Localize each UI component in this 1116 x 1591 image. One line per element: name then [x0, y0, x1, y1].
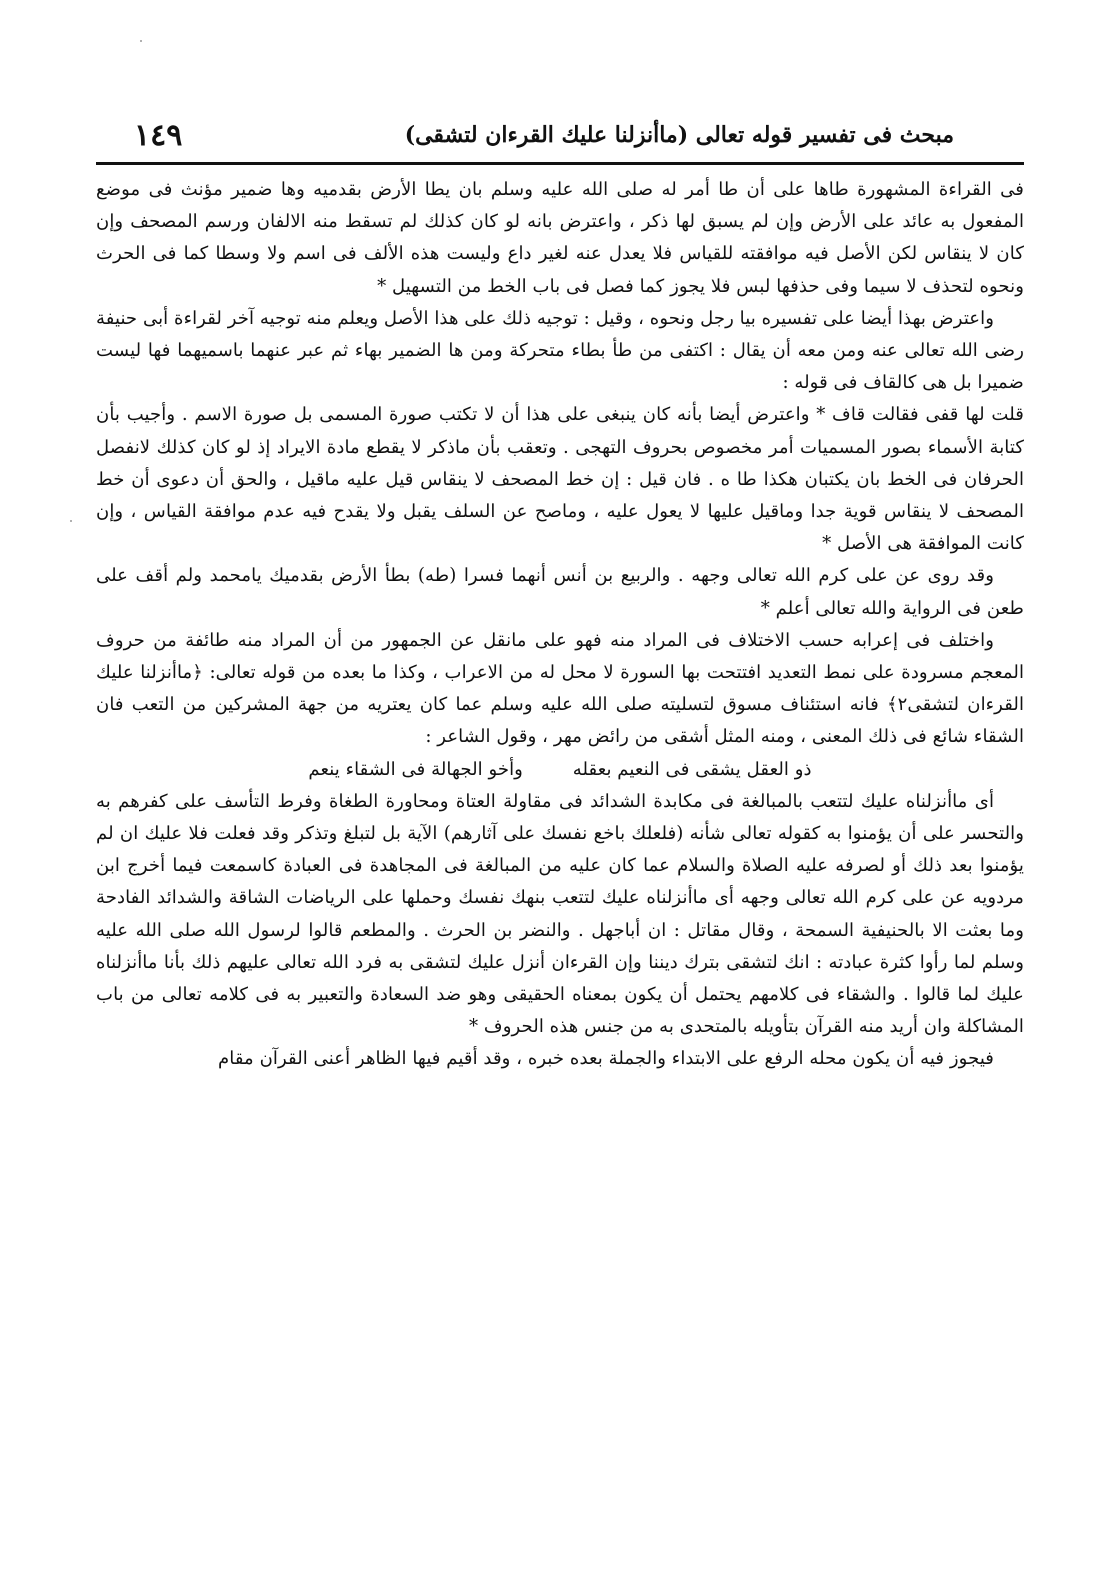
commentary-text — [96, 174, 1024, 1474]
paragraph-4: وقد روى عن على كرم الله تعالى وجهه . والربيع بن أنس أنهما فسرا (طه) بطأ الأرض بقدميك يامحمد ولم أقف على طعن فى الرواية والله تعالى أعلم * — [96, 565, 1024, 619]
paragraph-3: قلت لها قفى فقالت قاف * واعترض أيضا بأنه كان ينبغى على هذا أن لا تكتب صورة المسمى بل صورة الاسم . وأجيب بأن كتابة الأسماء بصور المسميات أمر مخصوص بحروف التهجى . وتعقب بأن ماذكر لا يقطع مادة الايراد إذ لو كان كذلك لانفصل الحرفان فى الخط بان يكتبان هكذا طا ه . فان قيل : إن خط المصحف لا ينقاس قيل عليه ماقيل ، والحق أن دعوى أن خط المصحف لا ينقاس قوية جدا وماقيل عليها لا يعول عليه ، وماصح عن السلف يقبل ولا يقدح فيه عدم موافقة القياس ، وإن كانت الموافقة هى الأصل * — [96, 404, 1024, 555]
poetry-verse — [96, 754, 1024, 786]
paragraph-1: فى القراءة المشهورة طاها على أن طا أمر له صلى الله عليه وسلم بان يطا الأرض بقدميه وها ضمير مؤنث فى موضع المفعول به عائد على الأرض وإن لم يسبق لها ذكر ، واعترض بانه لو كان كذلك لم تسقط منه الالفان ورسم المصحف وإن كان لا ينقاس لكن الأصل فيه موافقته للقياس فلا يعدل عنه لغير داع وليست هذه الألف فى اسم ولا وسطا كما فى الحرث ونحوه لتحذف لا سيما وفى حذفها لبس فلا يجوز كما فصل فى باب الخط من التسهيل * — [96, 179, 1024, 297]
paragraph-5: واختلف فى إعرابه حسب الاختلاف فى المراد منه فهو على مانقل عن الجمهور من أن المراد منه طائفة من حروف المعجم مسرودة على نمط التعديد افتتحت بها السورة لا محل له من الاعراب ، وكذا ما بعده من قوله تعالى: ﴿ماأنزلنا عليك القرءان لتشقى٢﴾ فانه استئناف مسوق لتسليته صلى الله عليه وسلم عما كان يعتريه من جهة المشركين من التعب فان الشقاء شائع فى ذلك المعنى ، ومنه المثل أشقى من رائض مهر ، وقول الشاعر : — [96, 629, 1024, 748]
paragraph-7: فيجوز فيه أن يكون محله الرفع على الابتداء والجملة بعده خبره ، وقد أقيم فيها الظاهر أعنى القرآن مقام — [218, 1048, 994, 1070]
scan-speck — [140, 40, 142, 42]
verse-hemistich-1: ذو العقل يشقى فى النعيم بعقله — [572, 758, 812, 780]
paragraph-6: أى ماأنزلناه عليك لتتعب بالمبالغة فى مكابدة الشدائد فى مقاولة العتاة ومحاورة الطغاة وفرط التأسف على كفرهم به والتحسر على أن يؤمنوا به كقوله تعالى شأنه (فلعلك باخع نفسك على آثارهم) الآية بل لتبلغ وتذكر وقد فعلت فلا عليك ان لم يؤمنوا بعد ذلك أو لصرفه عليه الصلاة والسلام عما كان عليه من المبالغة فى المجاهدة فى العبادة كاسمعت فيما أخرج ابن مردويه عن على كرم الله تعالى وجهه أى ماأنزلناه عليك لتتعب بنهك نفسك وحملها على الرياضات الشاقة والشدائد الفادحة وما بعثت الا بالحنيفية السمحة ، وقال مقاتل : ان أباجهل . والنضر بن الحرث . والمطعم قالوا لرسول الله صلى الله عليه وسلم لما رأوا كثرة عبادته : انك لتشقى بترك ديننا وإن القرءان أنزل عليك لتشقى به فرد الله تعالى عليهم ذلك بأنا ماأنزلناه عليك لما قالوا . والشقاء فى كلامهم يحتمل أن يكون بمعناه الحقيقى وهو ضد السعادة والتعبير به فى كلامه تعالى من باب المشاكلة وان أريد منه القرآن بتأويله بالمتحدى به من جنس هذه الحروف * — [96, 790, 1024, 1038]
header-rule — [96, 162, 1024, 165]
running-title: مبحث فى تفسير قوله تعالى (ماأنزلنا عليك القرءان لتشقى) — [404, 122, 954, 148]
page-number: ١٤٩ — [134, 118, 183, 153]
page-header — [96, 118, 1024, 162]
scan-speck — [70, 520, 72, 522]
verse-hemistich-2: وأخو الجهالة فى الشقاء ينعم — [308, 758, 523, 780]
paragraph-2: واعترض بهذا أيضا على تفسيره بيا رجل ونحوه ، وقيل : توجيه ذلك على هذا الأصل ويعلم منه توجيه آخر لقراءة أبى حنيفة رضى الله تعالى عنه ومن معه أن يقال : اكتفى من طأ بطاء متحركة ومن ها الضمير بهاء ثم عبر عنهما باسميهما فها ليست ضميرا بل هى كالقاف فى قوله : — [96, 307, 1024, 394]
